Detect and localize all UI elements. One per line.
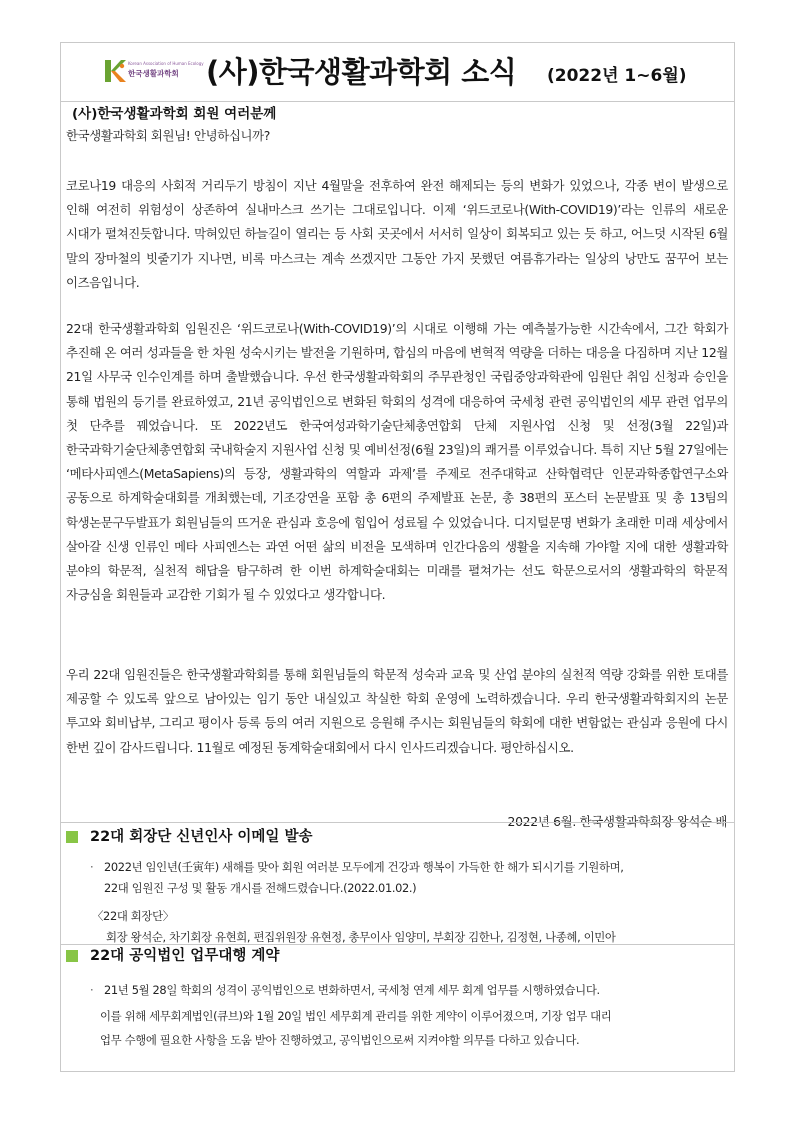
section-divider bbox=[60, 822, 735, 823]
section-line: 21년 5월 28일 학회의 성격이 공익법인으로 변화하면서, 국세청 연계 세무 회계 업무를 시행하였습니다. bbox=[104, 983, 600, 997]
newsletter-title: (사)한국생활과학회 소식 bbox=[206, 55, 517, 89]
newsletter-period: (2022년 1~6월) bbox=[547, 66, 687, 86]
section-line: 업무 수행에 필요한 사항을 도움 받아 진행하였고, 공익법인으로써 지켜야할 의무를 다하고 있습니다. bbox=[100, 1033, 580, 1047]
section-line: 이를 위해 세무회계법인(큐브)와 1월 20일 법인 세무회계 관리를 위한 계약이 이루어졌으며, 기장 업무 대리 bbox=[100, 1009, 612, 1023]
section-title: 22대 공익법인 업무대행 계약 bbox=[90, 948, 280, 964]
section-line: 2022년 임인년(壬寅年) 새해를 맞아 회원 여러분 모두에게 건강과 행복이 가득한 한 해가 되시기를 기원하며, bbox=[104, 860, 624, 874]
greeting-signoff: 2022년 6월. 한국생활과학회장 왕석순 배 bbox=[507, 814, 727, 829]
greeting-paragraph-3: 우리 22대 임원진들은 한국생활과학회를 통해 회원님들의 학문적 성숙과 교육 및 산업 분야의 실천적 역량 강화를 위한 토대를 제공할 수 있도록 앞으로 남아있는 임기 동안 내실있고 착실한 학회 운영에 노력하겠습니다. 우리 한국생활과학회지의 논문 투고와 회비납부, 그리고 평이사 등록 등의 여러 지원으로 응원해 주시는 회원님들의 학회에 대한 변함없는 관심과 응원에 다시 한번 깊이 감사드립니다. 11월로 예정된 동계학술대회에서 다시 인사드리겠습니다. 평안하십시오. bbox=[66, 667, 728, 755]
bullet-icon: · bbox=[90, 860, 94, 874]
k-logo-icon bbox=[104, 58, 126, 84]
bullet-icon: · bbox=[90, 983, 94, 997]
greeting-title: (사)한국생활과학회 회원 여러분께 bbox=[72, 106, 277, 122]
greeting-paragraph-1: 코로나19 대응의 사회적 거리두기 방침이 지난 4월말을 전후하여 완전 해제되는 등의 변화가 있었으나, 각종 변이 발생으로 인해 여전히 위험성이 상존하여 실내마스크 쓰기는 그대로입니다. 이제 ‘위드코로나(With-COVID19)’라는 인류의 새로운 시대가 펼쳐진듯합니다. 막혀있던 하늘길이 열리는 등 사회 곳곳에서 서서히 일상이 회복되고 있는 듯 하고, 어느덧 시작된 6월 말의 장마철의 빗줄기가 지나면, 비록 마스크는 계속 쓰겠지만 그동안 가지 못했던 여름휴가라는 일상의 낭만도 꿈꾸어 보는 이즈음입니다. bbox=[66, 178, 728, 290]
green-square-icon bbox=[66, 950, 78, 962]
executive-list-label: 〈22대 회장단〉 bbox=[92, 909, 174, 923]
section-title: 22대 회장단 신년인사 이메일 발송 bbox=[90, 829, 313, 845]
logo-korean-text: 한국생활과학회 bbox=[128, 69, 179, 78]
executive-list: 회장 왕석순, 차기회장 유현희, 편집위원장 유현정, 총무이사 임양미, 부회장 김한나, 김정현, 나종혜, 이민아 bbox=[106, 930, 616, 944]
logo-english-text: Korean Association of Human Ecology bbox=[128, 61, 204, 66]
green-square-icon bbox=[66, 831, 78, 843]
greeting-salutation: 한국생활과학회 회원님! 안녕하십니까? bbox=[66, 128, 270, 143]
newsletter-header bbox=[60, 42, 735, 102]
section-divider bbox=[60, 944, 735, 945]
section-line: 22대 임원진 구성 및 활동 개시를 전해드렸습니다.(2022.01.02.) bbox=[104, 881, 417, 895]
society-logo bbox=[104, 56, 204, 88]
greeting-paragraph-2: 22대 한국생활과학회 임원진은 ‘위드코로나(With-COVID19)’의 시대로 이행해 가는 예측불가능한 시간속에서, 그간 학회가 추진해 온 여러 성과들을 한 차원 성숙시키는 발전을 기원하며, 합심의 마음에 변혁적 역량을 더하는 대응을 다짐하며 지난 12월 21일 사무국 인수인계를 하며 출발했습니다. 우선 한국생활과학회의 주무관청인 국립중앙과학관에 임원단 취임 신청과 승인을 통해 법원의 등기를 완료하였고, 21년 공익법인으로 변화된 학회의 성격에 대응하여 국세청 관련 공익법인의 세무 관련 업무의 첫 단추를 꿰었습니다. 또 2022년도 한국여성과학기술단체총연합회 단체 지원사업 신청 및 선정(3월 22일)과 한국과학기술단체총연합회 국내학술지 지원사업 신청 및 예비선정(6월 23일)의 쾌거를 이루었습니다. 특히 지난 5월 27일에는 ‘메타사피엔스(MetaSapiens)의 등장, 생활과학의 역할과 과제’를 주제로 전주대학교 산학협력단 인문과학종합연구소와 공동으로 하계학술대회를 개최했는데, 기조강연을 포함 총 6편의 주제발표 논문, 총 38편의 포스터 논문발표 및 총 13팀의 학생논문구두발표가 회원님들의 뜨거운 관심과 호응에 힘입어 성료될 수 있었습니다. 디지털문명 변화가 초래한 미래 세상에서 살아갈 신생 인류인 메타 사피엔스는 과연 어떤 삶의 비전을 모색하며 인간다움의 생활을 지속해 가야할 지에 대한 생활과학 분야의 학문적, 실천적 해답을 탐구하려 한 이번 하계학술대회는 미래를 펼쳐가는 선도 학문으로서의 생활과학의 학문적 자긍심을 회원들과 교감한 기회가 될 수 있었다고 생각합니다. bbox=[66, 321, 728, 603]
